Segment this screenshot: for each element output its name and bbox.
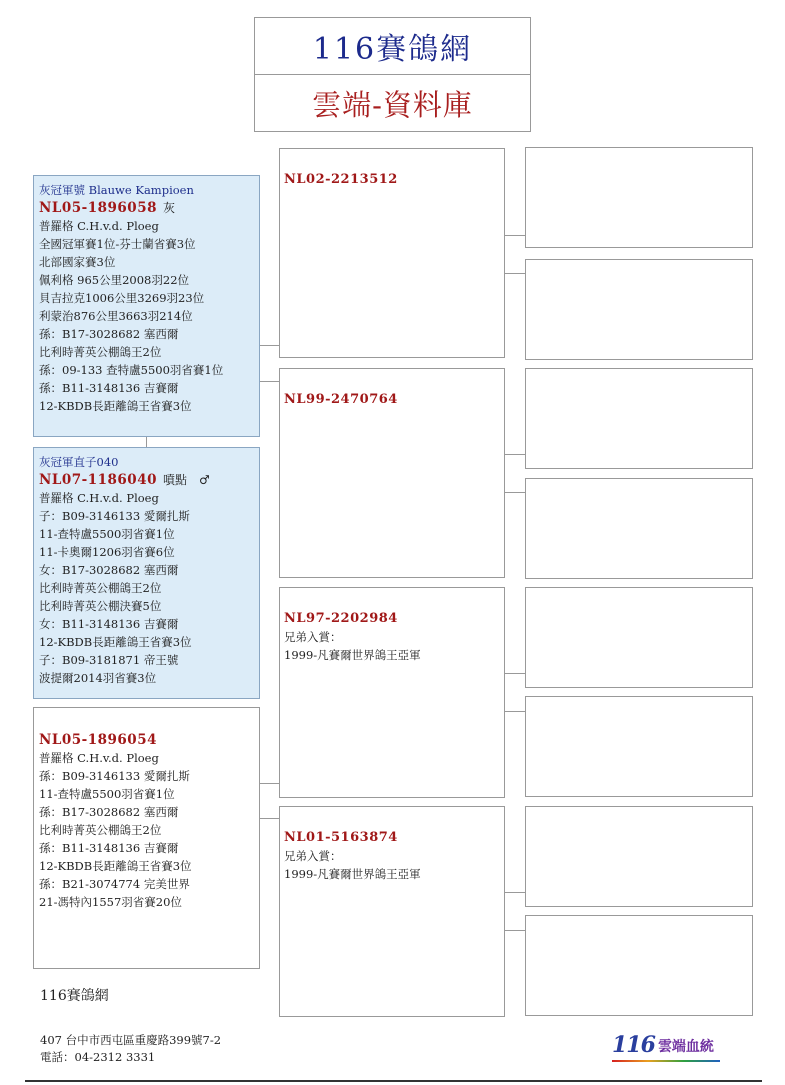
ancestor-card-empty [525,806,753,907]
connector-line [505,273,525,274]
connector-line [505,492,525,493]
ancestor-card-empty [525,915,753,1016]
pigeon-line: 12-KBDB長距離鴿王省賽3位 [39,859,192,873]
ancestor-card-empty [525,696,753,797]
connector-line [505,930,525,931]
pigeon-line: 北部國家賽3位 [39,255,116,269]
site-subtitle-box [254,74,531,132]
pigeon-line: 女：B11-3148136 吉賽爾 [39,617,179,631]
connector-line [260,345,279,346]
connector-line [505,673,525,674]
pigeon-card-third [33,707,260,969]
footer-site-name: 116賽鴿網 [40,988,109,1004]
pigeon-ring[interactable]: NL07-1186040 [39,472,157,488]
pigeon-line: 波提爾2014羽省賽3位 [39,671,157,685]
pigeon-line: 孫：B11-3148136 吉賽爾 [39,841,179,855]
pigeon-card-dam [33,447,260,699]
connector-line [505,454,525,455]
connector-line [505,711,525,712]
pigeon-line: 子：B09-3146133 愛爾扎斯 [39,509,190,523]
connector-line [260,783,279,784]
pigeon-line: 孫：B21-3074774 完美世界 [39,877,190,891]
pigeon-line: 女：B17-3028682 塞西爾 [39,563,179,577]
pigeon-line: 比利時菁英公棚鴿王2位 [39,345,162,359]
pigeon-ring[interactable]: NL05-1896058 [39,200,157,216]
grandparent-line: 1999-凡賽爾世界鴿王亞軍 [284,648,421,662]
grandparent-line: 兄弟入賞： [284,849,342,863]
connector-line [505,235,525,236]
pigeon-line: 普羅格 C.H.v.d. Ploeg [39,491,159,505]
pigeon-line: 比利時菁英公棚鴿王2位 [39,581,162,595]
footer-contact [40,1032,221,1066]
connector-line [260,381,279,382]
pigeon-line: 孫：B17-3028682 塞西爾 [39,805,179,819]
pigeon-color: 灰 [162,201,175,215]
grandparent-ring[interactable]: NL01-5163874 [284,830,398,845]
ancestor-card-empty [525,478,753,579]
pigeon-line: 全國冠軍賽1位-芬士蘭省賽3位 [39,237,196,251]
pigeon-nickname: 灰冠軍直子040 [39,455,119,469]
pigeon-line: 12-KBDB長距離鴿王省賽3位 [39,635,192,649]
grandparent-card [279,587,505,798]
pigeon-line: 11-查特盧5500羽省賽1位 [39,527,175,541]
ancestor-card-empty [525,587,753,688]
grandparent-line: 1999-凡賽爾世界鴿王亞軍 [284,867,421,881]
pigeon-line: 11-查特盧5500羽省賽1位 [39,787,175,801]
pigeon-line: 孫：B11-3148136 吉賽爾 [39,381,179,395]
grandparent-ring[interactable]: NL99-2470764 [284,392,398,407]
grandparent-card [279,148,505,358]
grandparent-ring[interactable]: NL02-2213512 [284,172,398,187]
logo-underline [612,1060,720,1062]
footer-divider [25,1080,762,1082]
pigeon-line: 孫：09-133 查特盧5500羽省賽1位 [39,363,224,377]
pigeon-nickname: 灰冠軍號 Blauwe Kampioen [39,183,194,197]
pigeon-color: 噴點 ♂ [162,473,210,487]
pigeon-ring[interactable]: NL05-1896054 [39,732,157,748]
pigeon-line: 11-卡奧爾1206羽省賽6位 [39,545,175,559]
site-title: 116賽鴿網 [312,32,473,67]
ancestor-card-empty [525,368,753,469]
grandparent-card [279,806,505,1017]
pigeon-line: 利蒙治876公里3663羽214位 [39,309,193,323]
footer-phone: 電話：04-2312 3331 [40,1050,156,1064]
pigeon-line: 貝吉拉克1006公里3269羽23位 [39,291,205,305]
pigeon-line: 佩利格 965公里2008羽22位 [39,273,190,287]
pigeon-line: 普羅格 C.H.v.d. Ploeg [39,219,159,233]
ancestor-card-empty [525,147,753,248]
footer-address: 407 台中市西屯區重慶路399號7-2 [40,1033,222,1047]
ancestor-card-empty [525,259,753,360]
pigeon-line: 孫：B17-3028682 塞西爾 [39,327,179,341]
grandparent-line: 兄弟入賞： [284,630,342,644]
logo-text: 雲端血統 [657,1039,714,1055]
pigeon-line: 12-KBDB長距離鴿王省賽3位 [39,399,192,413]
pigeon-line: 比利時菁英公棚決賽5位 [39,599,162,613]
pigeon-line: 普羅格 C.H.v.d. Ploeg [39,751,159,765]
connector-line [146,437,147,447]
connector-line [505,892,525,893]
pigeon-line: 孫：B09-3146133 愛爾扎斯 [39,769,190,783]
site-subtitle: 雲端-資料庫 [312,87,473,122]
logo-number: 116 [612,1032,655,1058]
site-title-box [254,17,531,75]
connector-line [260,818,279,819]
grandparent-ring[interactable]: NL97-2202984 [284,611,398,626]
pigeon-card-sire [33,175,260,437]
pigeon-line: 21-馮特內1557羽省賽20位 [39,895,182,909]
grandparent-card [279,368,505,578]
pigeon-line: 子：B09-3181871 帝王號 [39,653,179,667]
brand-logo[interactable] [612,1030,722,1058]
pigeon-line: 比利時菁英公棚鴿王2位 [39,823,162,837]
